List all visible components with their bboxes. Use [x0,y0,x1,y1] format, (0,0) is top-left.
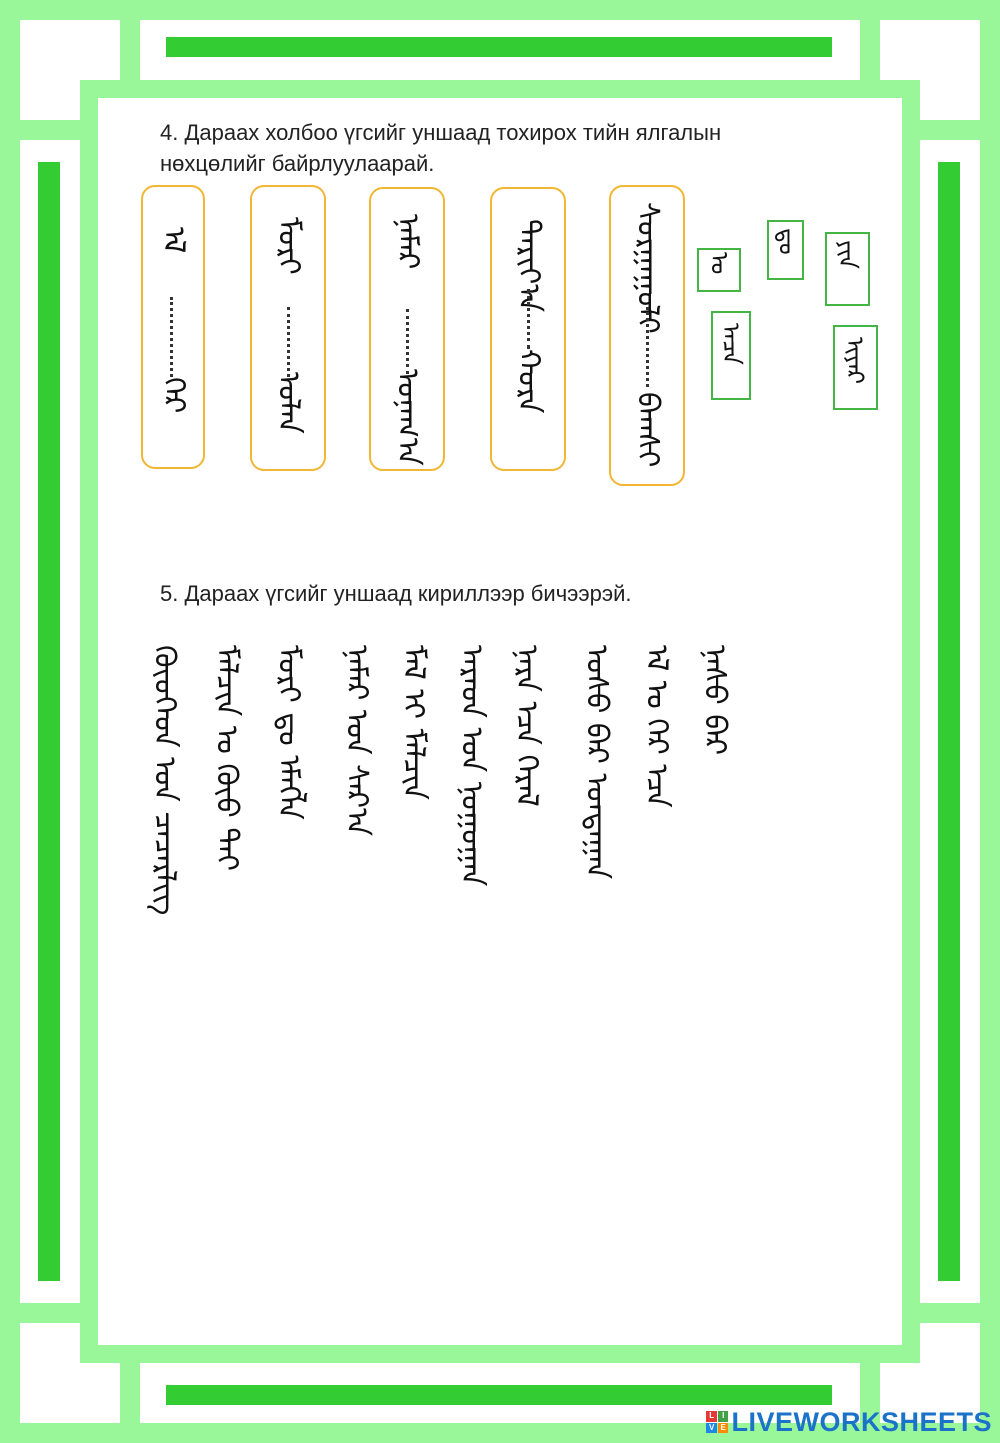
blank-dots [287,307,294,377]
word-column-2: ᠮᠠᠯᠴᠢᠨ ᠤ ᠬᠦᠦ ᠲᠠᠢ [209,645,244,871]
word-box-top: ᠮᠣᠷᠢ [271,217,306,275]
word-box-bottom: ᠪᠠᠭᠰᠢ [630,392,665,468]
answer-tile-3[interactable] [825,232,870,306]
word-box-4[interactable] [490,187,566,471]
word-column-5: ᠮᠠᠯ ᠢ ᠮᠠᠯᠴᠢᠨ [396,645,431,800]
logo-cube-letter: L [706,1411,717,1422]
liveworksheets-logo[interactable] [706,1407,992,1437]
logo-cube-icon [706,1411,728,1433]
blank-dots [406,309,413,374]
blank-dots [527,289,534,349]
blank-dots [646,307,653,387]
tile-text: ᠳᠤ [773,228,801,255]
logo-cube-letter: V [706,1423,717,1434]
word-column-6: ᠠᠷᠠᠳ ᠤᠨ ᠨᠣᠭᠤᠭᠠᠨ [454,645,489,887]
word-box-bottom: ᠭᠡᠷ [156,377,191,414]
word-column-7: ᠨᠠᠷᠠ ᠡᠴᠡ ᠭᠡᠷᠡᠯ [509,645,544,807]
answer-tile-5[interactable] [833,325,878,410]
answer-tile-2[interactable] [767,220,804,280]
right-bar [938,162,960,1281]
logo-cube-letter: I [718,1411,729,1422]
q4-title-line1: 4. Дараах холбоо үгсийг уншаад тохирох тийн ялгалын [160,120,722,145]
word-box-5[interactable] [609,185,685,486]
q5-title: 5. Дараах үгсийг уншаад кириллээр бичээрэй. [160,581,632,606]
tile-text: ᠤ [705,252,733,275]
answer-tile-1[interactable] [697,248,741,292]
top-bar [166,37,832,57]
word-box-3[interactable] [369,187,445,471]
word-column-9: ᠡᠯ ᠤ ᠭᠡᠷ ᠡᠴᠡ [639,645,674,808]
word-box-bottom: ᠣᠯᠠᠨ [271,372,306,434]
word-column-1: ᠬᠦᠦᠬᠡᠳ ᠤᠨ ᠴᠡᠴᠡᠷᠯᠢᠭ [147,645,182,916]
left-bar [38,162,60,1281]
word-box-1[interactable] [141,185,205,469]
tile-text: ᠶᠢᠨ [833,240,861,270]
word-box-top: ᠲᠠᠷᠢᠶ᠎ᠠ [511,219,546,313]
q4-title-line2: нөхцөлийг байрлуулаарай. [160,151,435,176]
word-box-2[interactable] [250,185,326,471]
word-column-8: ᠤᠰᠤ ᠪᠠᠷ ᠤᠨᠳᠠᠭᠠᠨ [579,645,614,880]
word-box-top: ᠨᠠᠮᠠᠷ [390,214,425,270]
blank-dots [170,297,177,377]
word-box-bottom: ᠬᠤᠷᠠ [511,349,546,414]
word-column-10: ᠨᠠᠰᠤ ᠪᠠᠷ [697,645,732,756]
tile-text: ᠢᠶᠠᠷ [841,337,869,385]
word-column-4: ᠨᠠᠮᠠᠷ ᠤᠨ ᠰᠠᠷ᠎ᠠ [339,645,374,837]
tile-text: ᠠᠴᠠ [717,323,745,365]
logo-cube-letter: E [718,1423,729,1434]
logo-text: LIVEWORKSHEETS [731,1406,992,1437]
word-column-3: ᠮᠣᠷᠢ ᠳᠤ ᠡᠮᠡᠭᠯᠡ [271,645,306,820]
answer-tile-4[interactable] [711,311,751,400]
word-box-bottom: ᠤᠨᠠᠭ᠎ᠠ [390,369,425,466]
bottom-bar [166,1385,832,1405]
word-box-top: ᠡᠯ [156,227,191,254]
word-box-top: ᠰᠤᠷᠭᠠᠭᠤᠯᠢ [630,202,665,334]
